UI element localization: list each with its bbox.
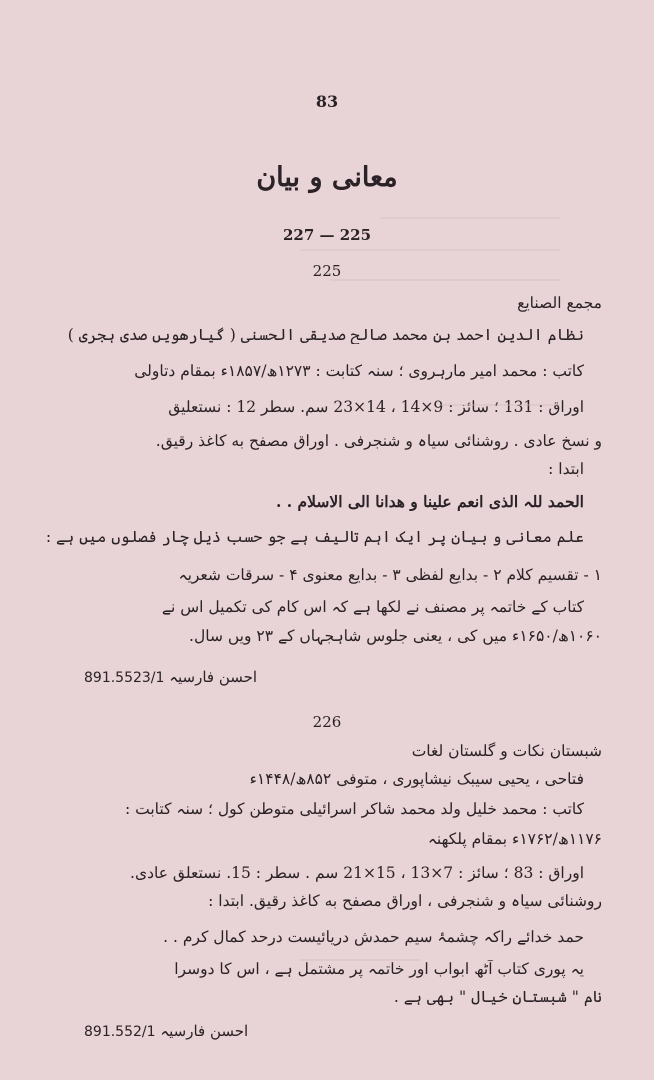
shelfmark — [84, 668, 257, 686]
contents-line: ۱ - تقسیم کلام ۲ - بدایع لفظی ۳ - بدایع معنوی ۴ - سرقات شعریہ — [178, 566, 602, 584]
page-number: 83 — [315, 92, 339, 111]
scribe-line: کاتب : محمد امیر مارہروی ؛ سنہ کتابت : ۱۲۷۳ھ/۱۸۵۷ء بمقام دتاولی — [134, 362, 584, 380]
scribe-date-line: ۱۱۷۶ھ/۱۷۶۲ء بمقام پلکھنہ — [427, 830, 602, 848]
description-line: علم معانی و بیان پر ایک اہم تالیف ہے جو حسب ذیل چار فصلوں میں ہے : — [45, 528, 584, 546]
author-line: نظام الدین احمد بن محمد صالح صدیقی الحسنی ( گیارھویں صدی ہجری ) — [67, 326, 584, 344]
colophon-date-line: ۱۰۶۰ھ/۱۶۵۰ء میں کی ، یعنی جلوس شاہجہاں کے ۲۳ ویں سال. — [189, 627, 602, 645]
description-line: یہ پوری کتاب آٹھ ابواب اور خاتمہ پر مشتمل ہے ، اس کا دوسرا — [174, 960, 584, 978]
incipit-text: حمد خدائے راکہ چشمۂ سیم حمدش دریائیست درحد کمال کرم . . — [163, 928, 584, 946]
manuscript-title: مجمع الصنایع — [517, 294, 602, 312]
script-line: و نسخ عادی . روشنائی سیاہ و شنجرفی . اوراق مصفح به کاغذ رقیق. — [155, 432, 602, 450]
shelfmark-number: 891.5523/1 — [84, 670, 165, 686]
entry-number: 225 — [312, 262, 342, 280]
incipit-label: ابتدا : — [548, 460, 584, 478]
manuscript-title: شبستان نکات و گلستان لغات — [411, 742, 602, 760]
scribe-line: کاتب : محمد خلیل ولد محمد شاکر اسرائیلی متوطن کول ؛ سنہ کتابت : — [124, 800, 584, 818]
shelfmark — [84, 1022, 248, 1040]
description-line: نام " شبستان خیال " بھی ہے . — [393, 988, 602, 1006]
folio-line: اوراق : 131 ؛ سائز : 9×14 ، 14×23 سم. سطر 12 : نستعلیق — [168, 398, 584, 416]
entry-range: 227 — 225 — [282, 226, 372, 244]
colophon-line: کتاب کے خاتمہ پر مصنف نے لکھا ہے کہ اس کام کی تکمیل اس نے — [161, 598, 584, 616]
folio-line: اوراق : 83 ؛ سائز : 7×13 ، 15×21 سم . سطر : 15. نستعلق عادی. — [130, 864, 584, 882]
incipit-text: الحمد للہ الذی انعم علینا و ھدانا الی الاسلام . . — [275, 492, 584, 511]
section-title: معانی و بیان — [256, 162, 398, 193]
shelfmark-number: 891.552/1 — [84, 1024, 156, 1040]
author-line: فتاحی ، یحیی سیبک نیشاپوری ، متوفی ۸۵۲ھ/۱۴۴۸ء — [249, 770, 584, 788]
shelfmark-label: احسن فارسیہ — [160, 1022, 249, 1040]
entry-number: 226 — [312, 713, 342, 731]
script-line: روشنائی سیاہ و شنجرفی ، اوراق مصفح به کاغذ رقیق. ابتدا : — [208, 892, 602, 910]
shelfmark-label: احسن فارسیہ — [169, 668, 258, 686]
